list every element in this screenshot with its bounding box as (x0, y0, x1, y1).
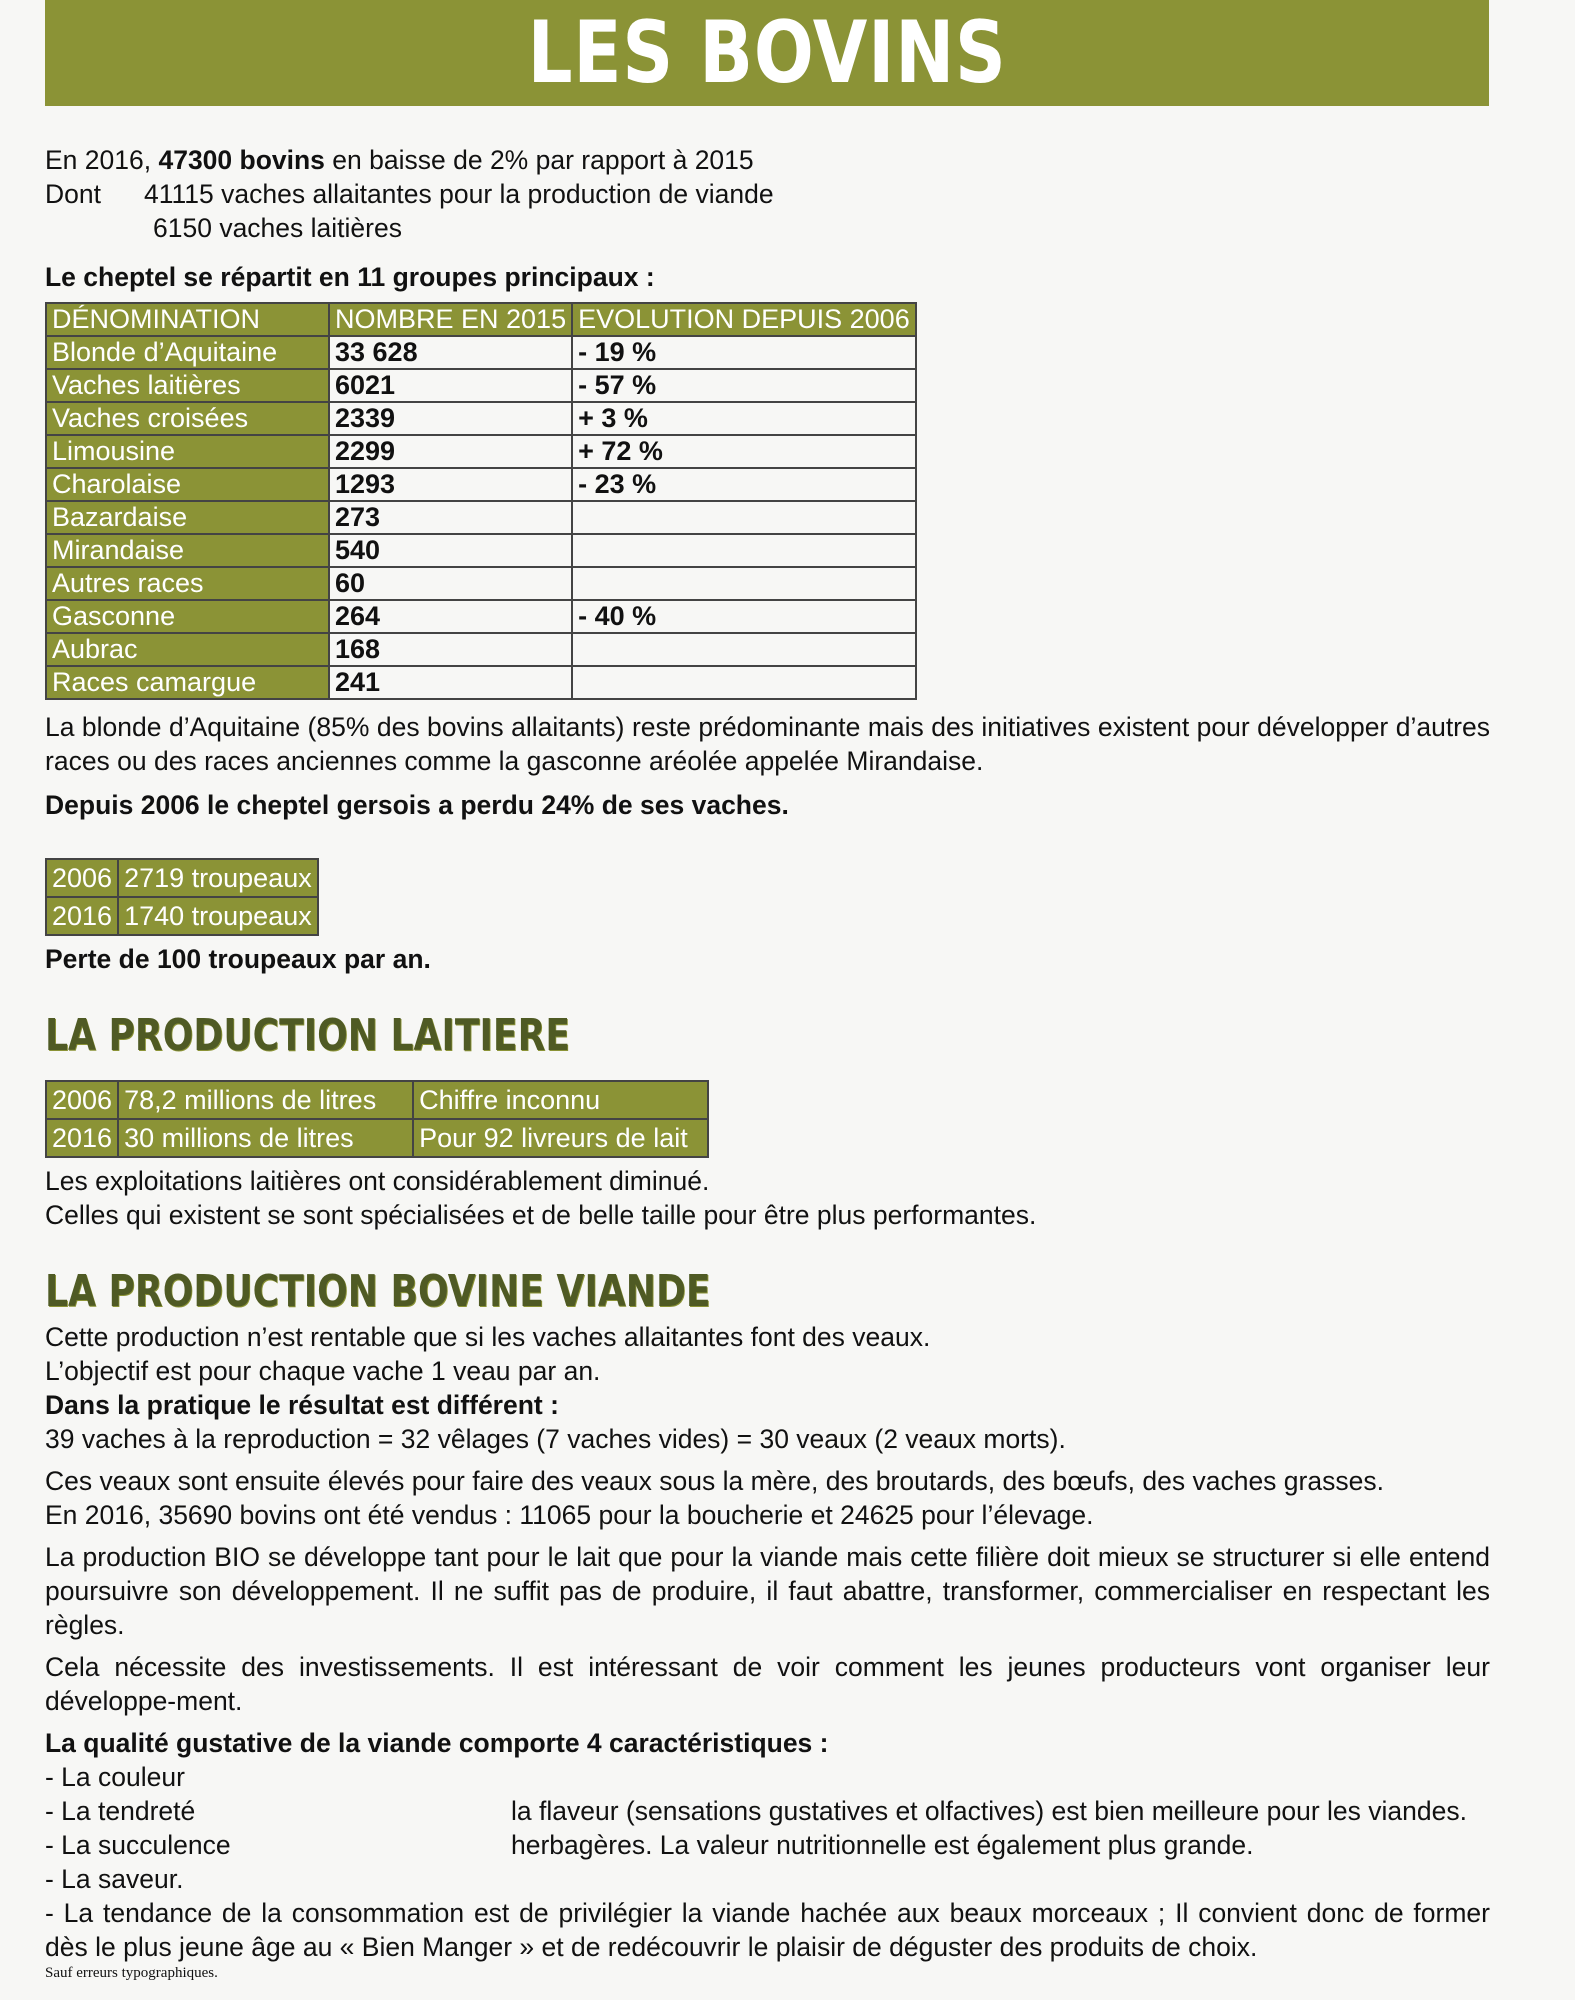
breed-evolution (572, 534, 916, 567)
header-nombre: NOMBRE EN 2015 (329, 303, 572, 336)
meat-p3: Dans la pratique le résultat est différent : (45, 1390, 559, 1420)
cheptel-notes (45, 710, 1490, 822)
herds-loss: Perte de 100 troupeaux par an. (45, 944, 431, 974)
dairy-volume: 78,2 millions de litres (118, 1081, 413, 1119)
herds-table (45, 858, 319, 936)
table-row (46, 633, 916, 666)
breed-evolution (572, 666, 916, 699)
breed-count: 273 (329, 501, 572, 534)
breed-evolution: + 3 % (572, 402, 916, 435)
dairy-year: 2016 (46, 1119, 118, 1157)
total-bovins: 47300 bovins (158, 145, 325, 175)
quality-heading: La qualité gustative de la viande comporte 4 caractéristiques : (45, 1728, 829, 1758)
meat-heading: LA PRODUCTION BOVINE VIANDE (45, 1266, 711, 1317)
quality-row (45, 1828, 1490, 1862)
table-row (46, 1081, 708, 1119)
dont-laitieres: 6150 vaches laitières (153, 213, 402, 243)
table-row (46, 859, 318, 897)
breed-count: 264 (329, 600, 572, 633)
table-row (46, 369, 916, 402)
breed-name: Limousine (46, 435, 329, 468)
loss-paragraph: Depuis 2006 le cheptel gersois a perdu 24% de ses vaches. (45, 790, 789, 820)
breed-name: Charolaise (46, 468, 329, 501)
table-row (46, 468, 916, 501)
breed-count: 1293 (329, 468, 572, 501)
dairy-note: Chiffre inconnu (413, 1081, 708, 1119)
trend-paragraph: - La tendance de la consommation est de privilégier la viande hachée aux beaux morceaux ; Il convient donc de former dès le plus jeune âge au « Bien Manger » et de redécouvrir le plaisir de déguster des produits de choix. (45, 1898, 1490, 1962)
table-row (46, 666, 916, 699)
breed-name: Mirandaise (46, 534, 329, 567)
intro-post: en baisse de 2% par rapport à 2015 (332, 145, 754, 175)
table-row (46, 534, 916, 567)
breed-evolution (572, 633, 916, 666)
breed-count: 60 (329, 567, 572, 600)
table-row (46, 402, 916, 435)
breed-name: Bazardaise (46, 501, 329, 534)
dairy-note: Pour 92 livreurs de lait (413, 1119, 708, 1157)
quality-side-text: la flaveur (sensations gustatives et olfactives) est bien meilleure pour les viandes. (511, 1796, 1467, 1826)
breed-name: Aubrac (46, 633, 329, 666)
dairy-text (45, 1164, 1490, 1232)
breed-name: Vaches croisées (46, 402, 329, 435)
meat-p6: En 2016, 35690 bovins ont été vendus : 11065 pour la boucherie et 24625 pour l’élevage. (45, 1500, 1094, 1530)
dairy-volume: 30 millions de litres (118, 1119, 413, 1157)
quality-item: - La tendreté (45, 1796, 196, 1826)
table-row (46, 567, 916, 600)
page-title: LES BOVINS (527, 3, 1007, 103)
blonde-paragraph: La blonde d’Aquitaine (85% des bovins allaitants) reste prédominante mais des initiatives existent pour développer d’autres races ou des races anciennes comme la gasconne aréolée appelée Mirandaise. (45, 712, 1490, 776)
table-row (46, 600, 916, 633)
herds-count: 1740 troupeaux (118, 897, 318, 935)
quality-side-text: herbagères. La valeur nutritionnelle est également plus grande. (511, 1830, 1254, 1860)
breed-name: Blonde d’Aquitaine (46, 336, 329, 369)
herds-count: 2719 troupeaux (118, 859, 318, 897)
breed-count: 241 (329, 666, 572, 699)
breed-name: Autres races (46, 567, 329, 600)
meat-p5: Ces veaux sont ensuite élevés pour faire des veaux sous la mère, des broutards, des bœufs, des vaches grasses. (45, 1466, 1384, 1496)
breed-evolution: - 40 % (572, 600, 916, 633)
table-row (46, 435, 916, 468)
dont-label: Dont (45, 179, 101, 209)
meat-p2: L’objectif est pour chaque vache 1 veau par an. (45, 1356, 601, 1386)
breed-evolution (572, 567, 916, 600)
quality-item: - La couleur (45, 1762, 185, 1792)
breed-evolution (572, 501, 916, 534)
breeds-table (45, 302, 917, 700)
meat-p1: Cette production n’est rentable que si les vaches allaitantes font des veaux. (45, 1322, 931, 1352)
quality-item: - La succulence (45, 1830, 231, 1860)
intro-block (45, 143, 1490, 245)
breed-name: Vaches laitières (46, 369, 329, 402)
meat-p8: Cela nécessite des investissements. Il est intéressant de voir comment les jeunes producteurs vont organiser leur développe-ment. (45, 1652, 1490, 1716)
dairy-table (45, 1080, 709, 1158)
meat-p7: La production BIO se développe tant pour le lait que pour la viande mais cette filière doit mieux se structurer si elle entend poursuivre son développement. Il ne suffit pas de produire, il faut abattre, transformer, commercialiser en respectant les règles. (45, 1542, 1490, 1640)
meat-p4: 39 vaches à la reproduction = 32 vêlages (7 vaches vides) = 30 veaux (2 veaux morts). (45, 1424, 1066, 1454)
title-banner (45, 0, 1489, 106)
table-row (46, 501, 916, 534)
herds-year: 2016 (46, 897, 118, 935)
footnote: Sauf erreurs typographiques. (45, 1965, 218, 1981)
header-evolution: EVOLUTION DEPUIS 2006 (572, 303, 916, 336)
breed-name: Gasconne (46, 600, 329, 633)
table-row (46, 336, 916, 369)
breed-evolution: - 23 % (572, 468, 916, 501)
breed-evolution: - 57 % (572, 369, 916, 402)
table-row (46, 1119, 708, 1157)
dairy-year: 2006 (46, 1081, 118, 1119)
breed-count: 2299 (329, 435, 572, 468)
dairy-text-2: Celles qui existent se sont spécialisées et de belle taille pour être plus performantes. (45, 1200, 1037, 1230)
cheptel-heading: Le cheptel se répartit en 11 groupes principaux : (45, 262, 655, 292)
intro-pre: En 2016, (45, 145, 152, 175)
herds-year: 2006 (46, 859, 118, 897)
breed-count: 33 628 (329, 336, 572, 369)
dairy-text-1: Les exploitations laitières ont considérablement diminué. (45, 1166, 710, 1196)
dont-allaitantes: 41115 vaches allaitantes pour la production de viande (144, 179, 774, 209)
intro-dont-line (45, 177, 1490, 211)
breed-evolution: + 72 % (572, 435, 916, 468)
breed-name: Races camargue (46, 666, 329, 699)
breed-evolution: - 19 % (572, 336, 916, 369)
breed-count: 2339 (329, 402, 572, 435)
breed-count: 540 (329, 534, 572, 567)
breeds-table-header (46, 303, 916, 336)
breed-count: 168 (329, 633, 572, 666)
dairy-heading: LA PRODUCTION LAITIERE (45, 1010, 571, 1061)
intro-line-1 (45, 143, 1490, 177)
quality-row (45, 1794, 1490, 1828)
header-denomination: DÉNOMINATION (46, 303, 329, 336)
table-row (46, 897, 318, 935)
meat-section (45, 1320, 1490, 1964)
breed-count: 6021 (329, 369, 572, 402)
quality-item: - La saveur. (45, 1864, 184, 1894)
